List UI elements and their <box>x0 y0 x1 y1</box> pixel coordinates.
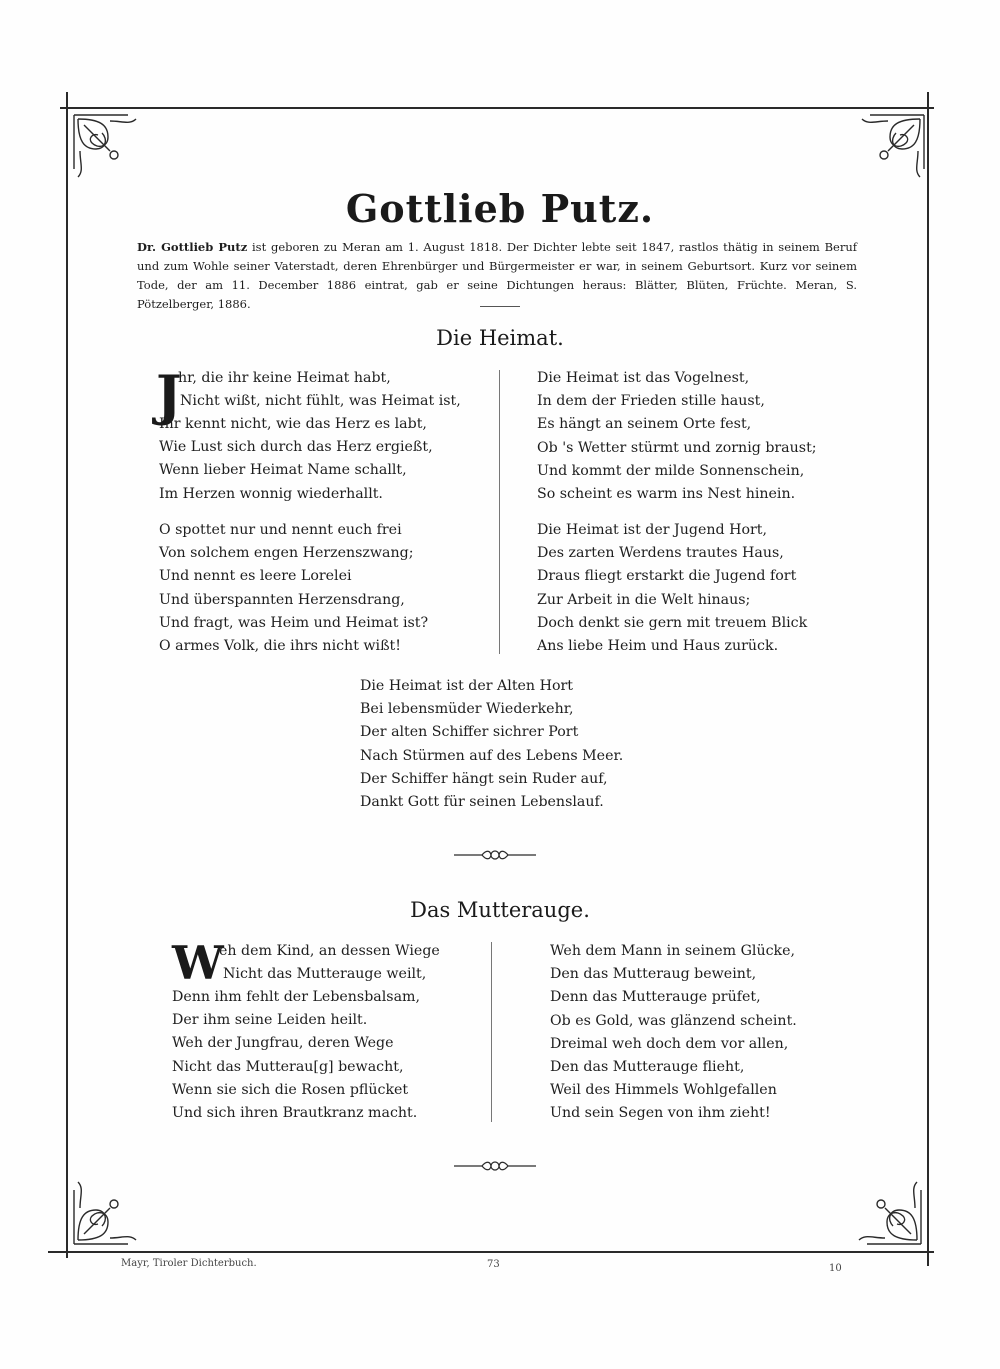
verse-line: Weil des Himmels Wohlgefallen <box>550 1082 777 1099</box>
verse-line: Der Schiffer hängt sein Ruder auf, <box>360 770 608 787</box>
poem-title-heimat: Die Heimat. <box>436 326 564 350</box>
verse-line: Zur Arbeit in die Welt hinaus; <box>537 591 751 608</box>
heimat-left-stanza-2 <box>159 519 428 658</box>
ornamental-divider <box>452 848 538 862</box>
verse-line: Den das Mutterauge flieht, <box>550 1058 745 1075</box>
verse-line: Wenn sie sich die Rosen pflücket <box>172 1081 409 1098</box>
verse-line: Draus fliegt erstarkt die Jugend fort <box>537 568 797 585</box>
ornamental-divider-end <box>452 1159 538 1173</box>
verse-line: Dankt Gott für seinen Lebenslauf. <box>360 793 604 810</box>
verse-line: Den das Mutteraug beweint, <box>550 966 757 983</box>
heimat-left-stanza-1b <box>159 413 433 506</box>
verse-line: Nach Stürmen auf des Lebens Meer. <box>360 747 624 764</box>
author-name: Dr. Gottlieb Putz <box>137 240 248 254</box>
verse-line: Weh dem Mann in seinem Glücke, <box>550 943 796 959</box>
footer-source: Mayr, Tiroler Dichterbuch. <box>121 1258 257 1269</box>
poem-title-mutterauge: Das Mutterauge. <box>410 898 590 922</box>
verse-line: Wie Lust sich durch das Herz ergießt, <box>159 439 433 456</box>
verse-line: Und nennt es leere Lorelei <box>159 568 352 585</box>
verse-line: Doch denkt sie gern mit treuem Blick <box>537 614 808 631</box>
verse-line: Die Heimat ist das Vogelnest, <box>537 370 750 386</box>
column-divider-mutterauge <box>491 942 492 1122</box>
verse-line: Ihr kennt nicht, wie das Herz es labt, <box>159 416 427 432</box>
corner-ornament-bottom-left <box>70 1176 142 1248</box>
heimat-right-stanza-1 <box>537 367 817 506</box>
verse-line: In dem der Frieden stille haust, <box>537 393 765 410</box>
heimat-right-stanza-2 <box>537 519 807 658</box>
verse-line: Und sich ihren Brautkranz macht. <box>172 1104 418 1121</box>
verse-line: Weh der Jungfrau, deren Wege <box>172 1035 394 1052</box>
verse-line: eh dem Kind, an dessen Wiege <box>219 943 440 959</box>
verse-line: Wenn lieber Heimat Name schallt, <box>159 462 407 479</box>
verse-line: Die Heimat ist der Jugend Hort, <box>537 522 767 538</box>
verse-line: Denn ihm fehlt der Lebensbalsam, <box>172 989 420 1005</box>
verse-line: Und kommt der milde Sonnenschein, <box>537 462 805 479</box>
intro-separator <box>480 306 520 307</box>
verse-line: hr, die ihr keine Heimat habt, <box>178 370 391 386</box>
footer-page-number: 73 <box>487 1259 500 1270</box>
verse-line: Nicht wißt, nicht fühlt, was Heimat ist, <box>180 393 461 410</box>
verse-line: Der ihm seine Leiden heilt. <box>172 1012 368 1029</box>
verse-line: Nicht das Mutterauge weilt, <box>223 966 427 983</box>
dropcap-mutterauge: W <box>172 936 224 990</box>
verse-line: Im Herzen wonnig wiederhallt. <box>159 485 383 502</box>
verse-line: Die Heimat ist der Alten Hort <box>360 678 573 694</box>
border-top <box>60 107 934 109</box>
verse-line: Denn das Mutterauge prüfet, <box>550 989 761 1006</box>
verse-line: O armes Volk, die ihrs nicht wißt! <box>159 637 401 654</box>
verse-line: Bei lebensmüder Wiederkehr, <box>360 701 574 718</box>
corner-ornament-top-right <box>856 111 928 183</box>
mutterauge-right-stanza <box>550 940 797 1126</box>
verse-line: Des zarten Werdens trautes Haus, <box>537 545 784 562</box>
corner-ornament-bottom-right <box>853 1176 925 1248</box>
mutterauge-left-stanza-top <box>219 940 440 986</box>
dropcap-heimat: J <box>156 363 182 427</box>
border-left <box>66 92 68 1258</box>
border-bottom <box>48 1251 934 1253</box>
corner-ornament-top-left <box>70 111 142 183</box>
verse-line: O spottet nur und nennt euch frei <box>159 522 402 538</box>
border-right <box>927 92 929 1266</box>
mutterauge-left-stanza <box>172 986 420 1125</box>
verse-line: Ob 's Wetter stürmt und zornig braust; <box>537 439 817 456</box>
author-intro-text: ist geboren zu Meran am 1. August 1818. Der Dichter lebte seit 1847, rastlos thätig in seinem Beruf und zum Wohle seiner Vaterstadt, deren Ehrenbürger und Bürgermeister er war, in seinem Geburtsort. Kurz vor seinem Tode, der am 11. December 1886 eintrat, gab er seine Dichtungen heraus: Blätter, Blüten, Früchte. Meran, S. Pötzelberger, 1886. <box>137 240 857 311</box>
verse-line: Nicht das Mutterau[g] bewacht, <box>172 1058 404 1075</box>
verse-line: Ans liebe Heim und Haus zurück. <box>537 637 779 654</box>
verse-line: Und sein Segen von ihm zieht! <box>550 1105 771 1122</box>
author-intro <box>137 238 857 314</box>
column-divider-heimat <box>499 370 500 654</box>
verse-line: Und fragt, was Heim und Heimat ist? <box>159 614 429 631</box>
heimat-left-stanza-1 <box>178 367 461 413</box>
page-title: Gottlieb Putz. <box>345 186 655 231</box>
verse-line: Es hängt an seinem Orte fest, <box>537 416 752 433</box>
verse-line: Und überspannten Herzensdrang, <box>159 591 405 608</box>
verse-line: Von solchem engen Herzenszwang; <box>159 545 414 562</box>
heimat-center-stanza <box>360 675 623 814</box>
verse-line: Ob es Gold, was glänzend scheint. <box>550 1012 797 1029</box>
verse-line: Der alten Schiffer sichrer Port <box>360 724 579 741</box>
verse-line: So scheint es warm ins Nest hinein. <box>537 485 796 502</box>
footer-sheet-number: 10 <box>829 1263 842 1274</box>
verse-line: Dreimal weh doch dem vor allen, <box>550 1035 789 1052</box>
